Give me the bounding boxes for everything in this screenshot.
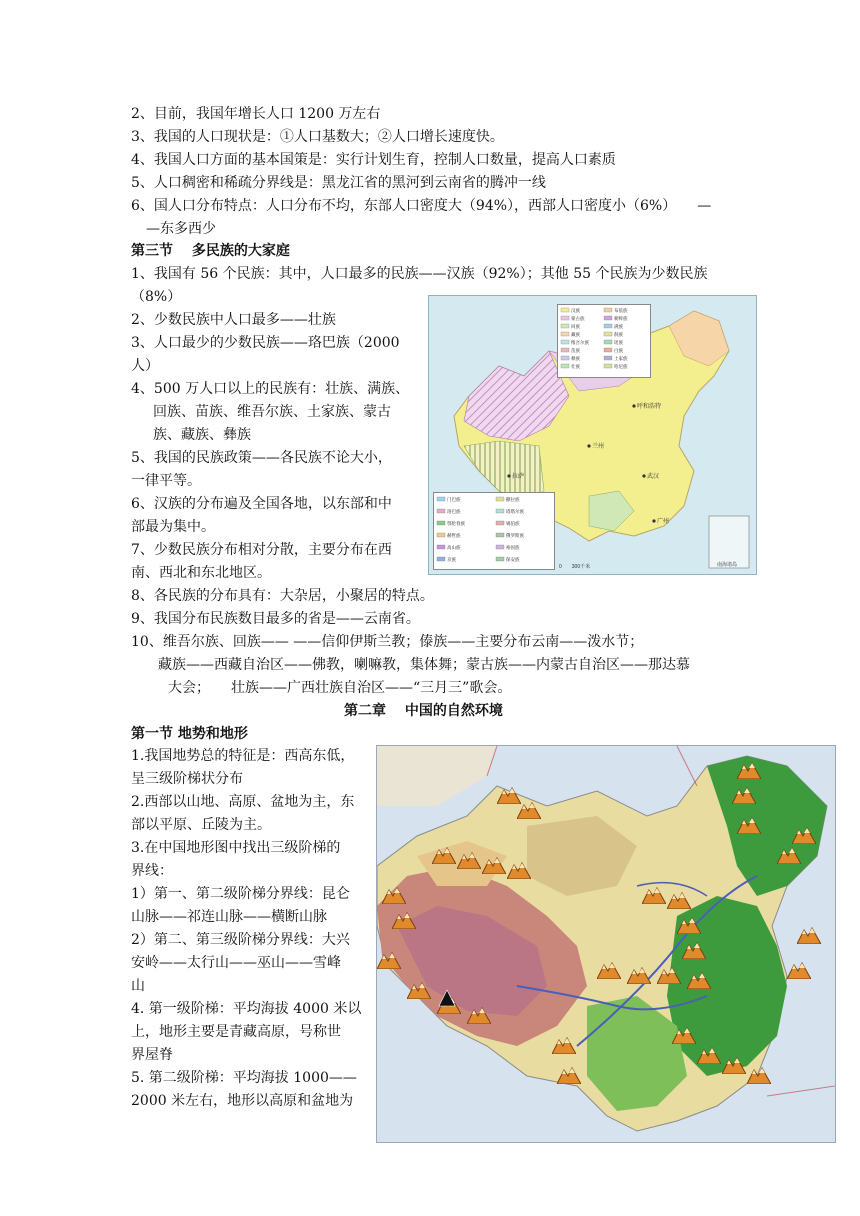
text-line: 5. 第二级阶梯：平均海拔 1000——: [131, 1070, 357, 1086]
legend-label: 侗族: [614, 332, 623, 337]
text-line: 3、人口最少的少数民族——珞巴族（2000: [131, 335, 400, 351]
text-line: 大会； 壮族——广西壮族自治区——“三月三”歌会。: [168, 680, 512, 696]
legend-label: 回族: [571, 324, 580, 329]
legend-label: 锡伯族: [506, 521, 520, 526]
legend-graphic: [434, 493, 554, 569]
terrain-map-graphic: [377, 746, 835, 1142]
city-label: 广州: [657, 519, 670, 525]
text-line: 4. 第一级阶梯：平均海拔 4000 米以: [131, 1001, 362, 1017]
text-line: 部最为集中。: [131, 519, 215, 535]
text-line: 安岭——太行山——巫山——雪峰: [131, 955, 341, 971]
legend-label: 京族: [447, 557, 456, 562]
text-line: 6、国人口分布特点：人口分布不均，东部人口密度大（94%），西部人口密度小（6%） —: [131, 198, 712, 214]
legend-label: 哈尼族: [614, 364, 628, 369]
text-line: 山脉——祁连山脉——横断山脉: [131, 909, 327, 925]
text-line: 部以平原、丘陵为主。: [131, 817, 271, 833]
legend-label: 满族: [614, 324, 623, 329]
text-line: 8、各民族的分布具有：大杂居，小聚居的特点。: [131, 588, 434, 604]
legend-label: 蒙古族: [571, 316, 585, 321]
legend-label: 朝鲜族: [614, 316, 628, 321]
text-line: 回族、苗族、维吾尔族、土家族、蒙古: [153, 404, 391, 420]
terrain-map: [376, 745, 836, 1143]
legend-label: 苗族: [571, 348, 580, 353]
text-line: 1）第一、第二级阶梯分界线：昆仑: [131, 886, 350, 902]
map-scale: 0 300千米: [559, 564, 591, 570]
text-line: 界线：: [131, 863, 173, 879]
legend-label: 维吾尔族: [571, 340, 589, 345]
legend-label: 门巴族: [447, 497, 461, 502]
text-line: 界屋脊: [131, 1047, 173, 1063]
text-line: 2.西部以山地、高原、盆地为主，东: [131, 794, 355, 810]
section-heading: 第三节 多民族的大家庭: [131, 243, 290, 259]
text-line: 2）第二、第三级阶梯分界线：大兴: [131, 932, 350, 948]
legend-label: 保安族: [506, 557, 520, 562]
text-line: 3、我国的人口现状是：①人口基数大；②人口增长速度快。: [131, 129, 504, 145]
text-line: 3.在中国地形图中找出三级阶梯的: [131, 840, 341, 856]
text-line: 一律平等。: [131, 473, 201, 489]
ethnic-legend-bottom: [433, 492, 555, 570]
text-line: 山: [131, 978, 145, 994]
text-line: 族、藏族、彝族: [153, 427, 251, 443]
text-line: 7、少数民族分布相对分散，主要分布在西: [131, 542, 392, 558]
legend-label: 藏族: [571, 332, 580, 337]
legend-label: 布依族: [614, 308, 628, 313]
legend-label: 彝族: [571, 356, 580, 361]
city-label: 兰州: [592, 444, 605, 450]
text-line: 5、我国的民族政策——各民族不论大小，: [131, 450, 392, 466]
legend-label: 裕固族: [506, 545, 520, 550]
legend-label: 珞巴族: [447, 509, 461, 514]
legend-label: 撒拉族: [506, 497, 520, 502]
text-line: 10、维吾尔族、回族—— ——信仰伊斯兰教；傣族——主要分布云南——泼水节；: [131, 634, 644, 650]
legend-label: 赫哲族: [447, 533, 461, 538]
map-credit: 南海诸岛: [717, 562, 738, 568]
text-line: 1、我国有 56 个民族：其中，人口最多的民族——汉族（92%）；其他 55 个民族为少数民族: [131, 266, 708, 282]
text-line: 5、人口稠密和稀疏分界线是：黑龙江省的黑河到云南省的腾冲一线: [131, 175, 546, 191]
text-line: 南、西北和东北地区。: [131, 565, 271, 581]
text-line: 4、我国人口方面的基本国策是：实行计划生育，控制人口数量，提高人口素质: [131, 152, 616, 168]
legend-label: 高山族: [447, 545, 461, 550]
text-line: 呈三级阶梯状分布: [131, 771, 243, 787]
text-line: 9、我国分布民族数目最多的省是——云南省。: [131, 611, 420, 627]
text-line: （8%）: [131, 289, 182, 305]
city-label: 拉萨: [512, 474, 525, 480]
section-heading: 第一节 地势和地形: [131, 726, 248, 742]
text-line: 人）: [131, 358, 159, 374]
legend-label: 瑶族: [614, 340, 623, 345]
text-line: 上，地形主要是青藏高原，号称世: [131, 1024, 341, 1040]
text-line: 4、500 万人口以上的民族有：壮族、满族、: [131, 381, 410, 397]
ethnic-legend-top: [557, 304, 651, 378]
legend-label: 俄罗斯族: [506, 533, 524, 538]
legend-label: 壮族: [571, 364, 580, 369]
text-line: 藏族——西藏自治区——佛教，喇嘛教，集体舞；蒙古族——内蒙古自治区——那达慕: [158, 657, 690, 673]
legend-label: 汉族: [571, 308, 580, 313]
legend-graphic: [558, 305, 650, 377]
text-line: 2、目前，我国年增长人口 1200 万左右: [131, 106, 381, 122]
legend-label: 鄂伦春族: [447, 521, 465, 526]
legend-label: 土家族: [614, 356, 628, 361]
text-line: 2000 米左右，地形以高原和盆地为: [131, 1093, 354, 1109]
ethnic-distribution-map: [428, 295, 757, 575]
city-label: 呼和浩特: [637, 404, 662, 410]
legend-label: 白族: [614, 348, 623, 353]
chapter-heading: 第二章 中国的自然环境: [344, 703, 503, 719]
text-line: 1.我国地势总的特征是：西高东低，: [131, 748, 355, 764]
text-line: 2、少数民族中人口最多——壮族: [131, 312, 336, 328]
city-label: 武汉: [647, 474, 660, 480]
legend-label: 塔塔尔族: [506, 509, 524, 514]
text-line: 6、汉族的分布遍及全国各地，以东部和中: [131, 496, 392, 512]
text-line: —东多西少: [146, 221, 216, 237]
